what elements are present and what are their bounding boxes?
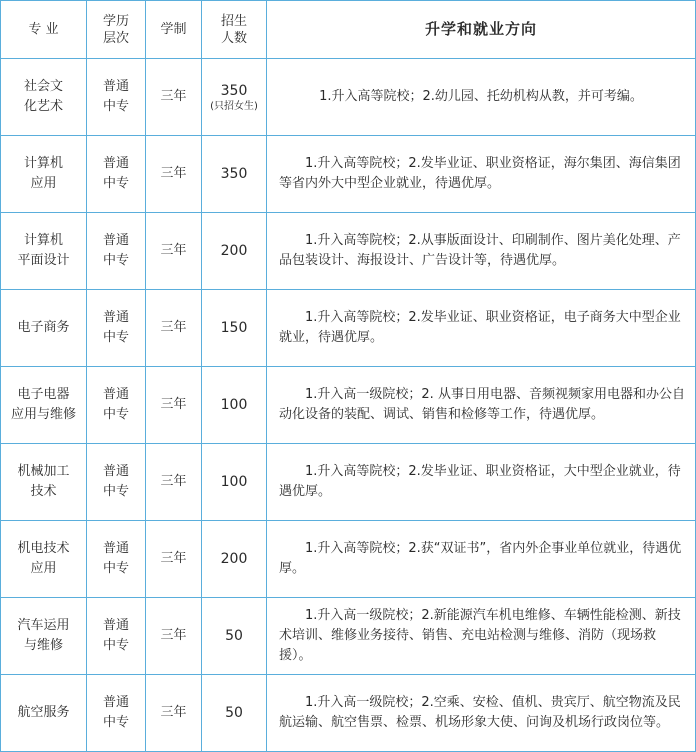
major-name-line: 社会文 [23,79,63,94]
direction-text: 1.升入高等院校；2.幼儿园、托幼机构从教，并可考编。 [319,89,643,104]
cell-direction [267,136,696,213]
cell-level [87,213,146,290]
cell-quota [202,136,267,213]
major-name-line: 电子电器 [17,387,70,402]
table-row [1,290,696,367]
cell-major [1,675,87,752]
major-name-line: 应用 [30,561,57,576]
cell-quota [202,521,267,598]
level-line: 普通 [102,156,129,171]
header-direction: 升学和就业方向 [267,1,696,59]
cell-level [87,367,146,444]
major-name-line: 应用 [30,176,57,191]
major-name-line: 应用与维修 [10,407,76,422]
cell-quota [202,598,267,675]
table-row [1,675,696,752]
level-line: 中专 [102,99,129,114]
cell-level [87,136,146,213]
level-line: 普通 [102,387,129,402]
major-name-line: 计算机 [23,156,63,171]
level-line: 中专 [102,176,129,191]
quota-value: 200 [220,551,248,567]
cell-duration: 三年 [146,675,202,752]
cell-quota [202,290,267,367]
major-name-line: 技术 [30,484,57,499]
cell-duration: 三年 [146,136,202,213]
quota-value: 100 [220,474,248,490]
header-row [1,1,696,59]
level-line: 中专 [102,253,129,268]
quota-value: 100 [220,397,248,413]
cell-level [87,290,146,367]
cell-direction [267,521,696,598]
level-line: 普通 [102,79,129,94]
cell-major [1,521,87,598]
cell-major [1,367,87,444]
cell-duration: 三年 [146,59,202,136]
level-line: 中专 [102,484,129,499]
level-line: 中专 [102,638,129,653]
cell-major [1,444,87,521]
major-name-line: 汽车运用 [17,618,70,633]
level-line: 普通 [102,541,129,556]
table-row [1,59,696,136]
cell-major [1,213,87,290]
cell-major [1,59,87,136]
table-row [1,213,696,290]
cell-major [1,290,87,367]
major-name-line: 与维修 [23,638,63,653]
direction-text: 1.升入高等院校；2.从事版面设计、印刷制作、图片美化处理、产品包装设计、海报设计、广告设计等，待遇优厚。 [279,233,681,268]
table-row [1,444,696,521]
cell-duration: 三年 [146,213,202,290]
major-name-line: 电子商务 [17,320,70,335]
cell-level [87,59,146,136]
cell-quota [202,675,267,752]
quota-value: 200 [220,243,248,259]
cell-direction [267,598,696,675]
cell-direction [267,213,696,290]
major-name-line: 航空服务 [17,705,70,720]
cell-quota [202,213,267,290]
quota-value: 150 [220,320,248,336]
cell-level [87,675,146,752]
quota-note: (只招女生) [210,101,258,112]
table-row [1,367,696,444]
major-name-line: 机械加工 [17,464,70,479]
cell-duration: 三年 [146,290,202,367]
cell-quota [202,59,267,136]
major-name-line: 化艺术 [23,99,63,114]
cell-direction [267,444,696,521]
major-name-line: 机电技术 [17,541,70,556]
quota-value: 50 [225,705,243,721]
direction-text: 1.升入高等院校；2.发毕业证、职业资格证，海尔集团、海信集团等省内外大中型企业就业，待遇优厚。 [279,156,681,191]
direction-text: 1.升入高一级院校；2.新能源汽车机电维修、车辆性能检测、新技术培训、维修业务接待、销售、充电站检测与维修、消防（现场救援）。 [279,608,681,663]
direction-text: 1.升入高等院校；2.获“双证书”，省内外企事业单位就业，待遇优厚。 [279,541,682,576]
cell-direction [267,59,696,136]
major-name-line: 计算机 [23,233,63,248]
header-major: 专 业 [1,1,87,59]
level-line: 普通 [102,310,129,325]
header-level: 学历 层次 [87,1,146,59]
cell-direction [267,675,696,752]
header-quota: 招生 人数 [202,1,267,59]
cell-level [87,444,146,521]
table-row [1,521,696,598]
cell-level [87,521,146,598]
quota-value: 350 [220,166,248,182]
cell-duration: 三年 [146,521,202,598]
cell-duration: 三年 [146,367,202,444]
cell-major [1,136,87,213]
level-line: 普通 [102,233,129,248]
cell-major [1,598,87,675]
cell-duration: 三年 [146,598,202,675]
major-name-line: 平面设计 [17,253,70,268]
table-row [1,598,696,675]
cell-quota [202,367,267,444]
level-line: 普通 [102,618,129,633]
direction-text: 1.升入高等院校；2.发毕业证、职业资格证，大中型企业就业，待遇优厚。 [279,464,681,499]
direction-text: 1.升入高等院校；2.发毕业证、职业资格证，电子商务大中型企业就业，待遇优厚。 [279,310,681,345]
cell-level [87,598,146,675]
direction-text: 1.升入高一级院校；2.空乘、安检、值机、贵宾厅、航空物流及民航运输、航空售票、检票、机场形象大使、问询及机场行政岗位等。 [279,695,681,730]
level-line: 中专 [102,407,129,422]
level-line: 普通 [102,464,129,479]
quota-value: 350 [220,83,248,99]
level-line: 中专 [102,715,129,730]
table-row [1,136,696,213]
quota-value: 50 [225,628,243,644]
cell-direction [267,367,696,444]
level-line: 普通 [102,695,129,710]
cell-direction [267,290,696,367]
level-line: 中专 [102,330,129,345]
level-line: 中专 [102,561,129,576]
header-duration: 学制 [146,1,202,59]
cell-quota [202,444,267,521]
direction-text: 1.升入高一级院校；2. 从事日用电器、音频视频家用电器和办公自动化设备的装配、调试、销售和检修等工作，待遇优厚。 [279,387,685,422]
cell-duration: 三年 [146,444,202,521]
